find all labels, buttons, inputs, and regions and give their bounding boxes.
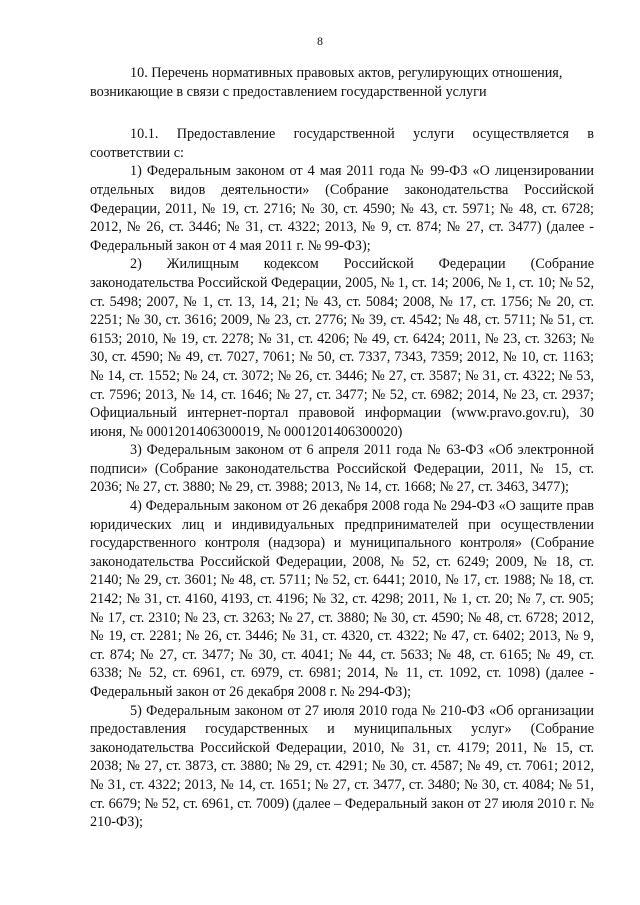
paragraph-item-3: 3) Федеральным законом от 6 апреля 2011 года № 63-ФЗ «Об электронной подписи» (Собрание законодательства Российской Федерации, 2011, № 15, ст. 2036; № 27, ст. 3880; № 29, ст. 3988; 2013, № 14, ст. 1668; № 27, ст. 3463, 3477); (90, 442, 594, 496)
document-body (90, 64, 594, 832)
section-title: 10. Перечень нормативных правовых актов, регулирующих отношения, возникающие в связи с предоставлением государственной услуги (90, 65, 563, 100)
paragraph-intro: 10.1. Предоставление государственной услуги осуществляется в соответствии с: (90, 126, 594, 161)
paragraph-item-2: 2) Жилищным кодексом Российской Федерации (Собрание законодательства Российской Федерации, 2005, № 1, ст. 14; 2006, № 1, ст. 10; № 52, ст. 5498; 2007, № 1, ст. 13, 14, 21; № 43, ст. 5084; 2008, № 17, ст. 1756; № 20, ст. 2251; № 30, ст. 3616; 2009, № 23, ст. 2776; № 39, ст. 4542; № 48, ст. 5711; № 51, ст. 6153; 2010, № 19, ст. 2278; № 31, ст. 4206; № 49, ст. 6424; 2011, № 23, ст. 3263; № 30, ст. 4590; № 49, ст. 7027, 7061; № 50, ст. 7337, 7343, 7359; 2012, № 10, ст. 1163; № 14, ст. 1552; № 24, ст. 3072; № 26, ст. 3446; № 27, ст. 3587; № 31, ст. 4322; № 53, ст. 7596; 2013, № 14, ст. 1646; № 27, ст. 3477; № 52, ст. 6982; 2014, № 23, ст. 2937; Официальный интернет-портал правовой информации (www.pravo.gov.ru), 30 июня, № 0001201406300019, № 0001201406300020) (90, 256, 594, 440)
paragraph-item-5: 5) Федеральным законом от 27 июля 2010 года № 210-ФЗ «Об организации предоставления государственных и муниципальных услуг» (Собрание законодательства Российской Федерации, 2010, № 31, ст. 4179; 2011, № 15, ст. 2038; № 27, ст. 3873, ст. 3880; № 29, ст. 4291; № 30, ст. 4587; № 49, ст. 7061; 2012, № 31, ст. 4322; 2013, № 14, ст. 1651; № 27, ст. 3477, ст. 3480; № 30, ст. 4084; № 51, ст. 6679; № 52, ст. 6961, ст. 7009) (далее – Федеральный закон от 27 июля 2010 г. № 210-ФЗ); (90, 702, 594, 831)
paragraph-item-4: 4) Федеральным законом от 26 декабря 2008 года № 294-ФЗ «О защите прав юридических лиц и индивидуальных предпринимателей при осуществлении государственного контроля (надзора) и муниципального контроля» (Собрание законодательства Российской Федерации, 2008, № 52, ст. 6249; 2009, № 18, ст. 2140; № 29, ст. 3601; № 48, ст. 5711; № 52, ст. 6441; 2010, № 17, ст. 1988; № 18, ст. 2142; № 31, ст. 4160, 4193, ст. 4196; № 32, ст. 4298; 2011, № 1, ст. 20; № 7, ст. 905; № 17, ст. 2310; № 23, ст. 3263; № 27, ст. 3880; № 30, ст. 4590; № 48, ст. 6728; 2012, № 19, ст. 2281; № 26, ст. 3446; № 31, ст. 4320, ст. 4322; № 47, ст. 6402; 2013, № 9, ст. 874; № 27, ст. 3477; № 30, ст. 4041; № 44, ст. 5633; № 48, ст. 6165; № 49, ст. 6338; № 52, ст. 6961, ст. 6979, ст. 6981; 2014, № 11, ст. 1092, ст. 1098) (далее - Федеральный закон от 26 декабря 2008 г. № 294-ФЗ); (90, 498, 594, 700)
page-number: 8 (317, 34, 323, 48)
paragraph-item-1: 1) Федеральным законом от 4 мая 2011 года № 99-ФЗ «О лицензировании отдельных видов деятельности» (Собрание законодательства Российской Федерации, 2011, № 19, ст. 2716; № 30, ст. 4590; № 43, ст. 5971; № 48, ст. 6728; 2012, № 26, ст. 3446; № 31, ст. 4322; 2013, № 9, ст. 874; № 27, ст. 3477) (далее - Федеральный закон от 4 мая 2011 г. № 99-ФЗ); (90, 163, 594, 254)
